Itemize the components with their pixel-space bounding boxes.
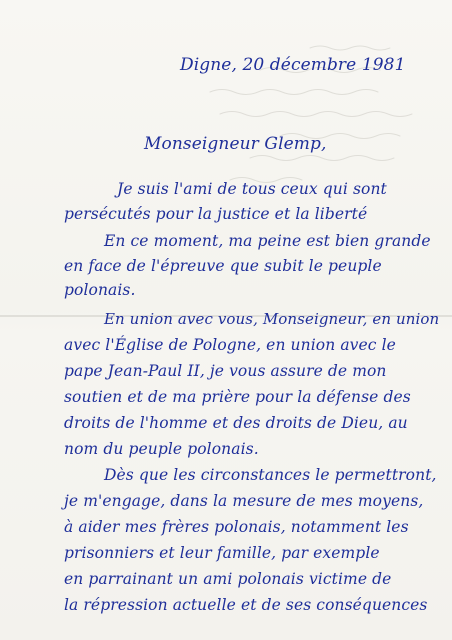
letter-line: en face de l'épreuve que subit le peuple: [64, 257, 382, 275]
letter-line: je m'engage, dans la mesure de mes moyens,: [64, 492, 424, 510]
letter-line: polonais.: [64, 281, 136, 299]
date-line: Digne, 20 décembre 1981: [180, 55, 406, 75]
letter-line: En union avec vous, Monseigneur, en union: [104, 310, 440, 328]
letter-line: persécutés pour la justice et la liberté: [64, 205, 368, 223]
letter-line: nom du peuple polonais.: [64, 440, 259, 458]
letter-line: avec l'Église de Pologne, en union avec le: [64, 336, 396, 354]
letter-line: à aider mes frères polonais, notamment les: [64, 518, 409, 536]
letter-line: soutien et de ma prière pour la défense des: [64, 388, 411, 406]
salutation: Monseigneur Glemp,: [144, 134, 327, 154]
letter-line: Dès que les circonstances le permettront,: [104, 466, 437, 484]
letter-line: En ce moment, ma peine est bien grande: [104, 232, 431, 250]
letter-line: en parrainant un ami polonais victime de: [64, 570, 392, 588]
letter-line: droits de l'homme et des droits de Dieu, au: [64, 414, 408, 432]
letter-line: la répression actuelle et de ses conséquences: [64, 596, 428, 614]
letter-line: prisonniers et leur famille, par exemple: [64, 544, 380, 562]
letter-line: Je suis l'ami de tous ceux qui sont: [117, 180, 387, 198]
letter-line: pape Jean-Paul II, je vous assure de mon: [64, 362, 387, 380]
